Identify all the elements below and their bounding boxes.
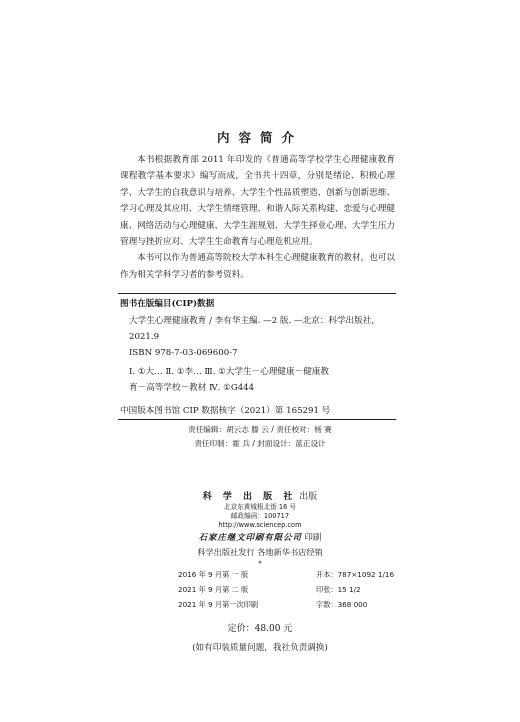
publisher-suffix: 出版 xyxy=(296,492,318,502)
summary-paragraph: 本书根据教育部 2011 年印发的《普通高等学校学生心理健康教育课程教学基本要求》编写而成，全书共十四章，分别是绪论、积极心理学、大学生的自我意识与培养、大学生个性品质塑造、创新与创新思维、学习心理及其应用、大学生情绪管理、和谐人际关系构建、恋爱与心理健康、网络活动与心理健康、大学生涯规划、大学生择业心理、大学生压力管理与挫折应对、大学生生命教育与心理危机应用。 xyxy=(120,155,396,248)
cip-line: Ⅰ. ①大… Ⅱ. ①李… Ⅲ. ①大学生－心理健康－健康教 xyxy=(129,367,329,377)
cip-number xyxy=(120,403,386,419)
publisher-line xyxy=(0,489,520,502)
publisher-website: http://www.sciencep.com xyxy=(218,521,302,529)
quality-note: (如有印装质量问题，我社负责调换) xyxy=(192,643,328,653)
distribution-line: 科学出版社发行 各地新华书店经销 xyxy=(197,547,323,557)
separator-mark: * xyxy=(258,560,262,568)
edition-spec: 开本：787×1092 1/16 xyxy=(316,570,395,579)
staff-line-production: 责任印制：霍 兵 / 封面设计：蓝正设计 xyxy=(194,439,326,448)
edition-row xyxy=(178,600,367,610)
cip-heading: 图书在版编目(CIP)数据 xyxy=(120,299,215,309)
publisher-address: 北京东黄城根北街 16 号 xyxy=(224,503,296,511)
staff-line-editors: 责任编辑：胡云志 滕 云 / 责任校对：杨 赛 xyxy=(188,425,332,434)
cip-line: 2021.9 xyxy=(129,332,160,342)
printer-suffix: 印刷 xyxy=(301,532,322,542)
cip-bottom-rule xyxy=(118,419,396,420)
summary-text xyxy=(120,152,395,283)
price: 定价：48.00 元 xyxy=(227,624,293,634)
cip-line: 中国版本图书馆 CIP 数据核字（2021）第 165291 号 xyxy=(120,406,331,416)
printer-line xyxy=(0,531,520,543)
page-title: 内容简介 xyxy=(216,130,303,145)
cip-line: ISBN 978-7-03-069600-7 xyxy=(129,348,238,358)
edition-row xyxy=(178,585,361,595)
cip-top-rule xyxy=(118,293,396,294)
edition-date: 2021 年 9 月第 二 版 xyxy=(178,585,249,594)
summary-paragraph: 本书可以作为普通高等院校大学本科生心理健康教育的教材，也可以作为相关学科学习者的参考资料。 xyxy=(120,253,395,280)
publisher-postcode: 邮政编码：100717 xyxy=(230,512,290,520)
publisher-logo: 科 学 出 版 社 xyxy=(202,492,297,502)
edition-spec: 字数：368 000 xyxy=(316,600,368,609)
edition-row xyxy=(178,570,394,580)
printer-logo: 石家庄继文印刷有限公司 xyxy=(198,532,302,542)
edition-spec: 印张：15 1/2 xyxy=(316,585,361,594)
cip-block xyxy=(129,313,395,396)
edition-date: 2016 年 9 月第 一 版 xyxy=(178,570,249,579)
edition-date: 2021 年 9 月第一次印刷 xyxy=(178,600,259,609)
cip-line: 大学生心理健康教育 / 李有华主编. —2 版. —北京：科学出版社， xyxy=(129,316,380,326)
cip-line: 育－高等学校－教材 Ⅳ. ①G444 xyxy=(129,383,255,393)
